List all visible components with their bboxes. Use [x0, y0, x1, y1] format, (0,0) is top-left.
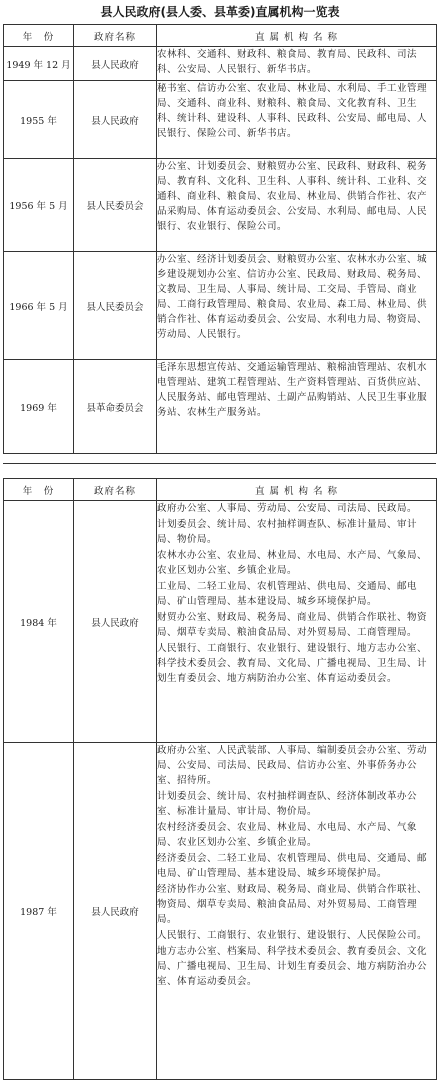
unit-paragraph: 地方志办公室、档案局、科学技术委员会、教育委员会、文化局、广播电视局、卫生局、计划生育委员会、地方病防治办公室、体育运动委员会。	[157, 946, 428, 987]
row-gov-name: 县人民政府	[74, 501, 157, 743]
table-row	[4, 743, 437, 1080]
unit-paragraph: 农林科、交通科、财政科、粮食局、教育局、民政科、司法科、公安局、人民银行、新华书店。	[157, 49, 418, 75]
unit-paragraph: 人民银行、工商银行、农业银行、建设银行、人民保险公司。	[157, 930, 428, 941]
row-units	[157, 360, 437, 454]
unit-paragraph: 计划委员会、统计局、农村抽样调查队、经济体制改革办公室、标准计量局、审计局、物价局。	[157, 791, 418, 817]
row-units	[157, 743, 437, 1080]
unit-paragraph: 人民银行、工商银行、农业银行、建设银行、地方志办公室、科学技术委员会、教育局、文化局、广播电视局、卫生局、计划生育委员会、地方病防治办公室、体育运动委员会。	[157, 643, 428, 684]
table-row	[4, 159, 437, 252]
row-units	[157, 252, 437, 360]
header-year: 年 份	[4, 479, 74, 501]
row-year: 1987 年	[4, 743, 74, 1080]
unit-paragraph: 毛泽东思想宣传站、交通运输管理站、粮棉油管理站、农机水电管理站、建筑工程管理站、生产资料管理站、百货供应站、人民服务站、邮电管理站、土副产品购销站、人民卫生事业服务站、农林生产服务站。	[157, 362, 428, 418]
row-units	[157, 501, 437, 743]
unit-paragraph: 经济委员会、二轻工业局、农机管理局、供电局、交通局、邮电局、矿山管理局、基本建设局、城乡环境保护局。	[157, 853, 428, 879]
unit-paragraph: 农林水办公室、农业局、林业局、水电局、水产局、气象局、农业区划办公室、乡镇企业局。	[157, 550, 428, 576]
row-gov-name: 县革命委员会	[74, 360, 157, 454]
page-title: 县人民政府(县人委、县革委)直属机构一览表	[100, 5, 340, 19]
row-year: 1955 年	[4, 81, 74, 159]
row-units	[157, 47, 437, 81]
unit-paragraph: 办公室、计划委员会、财粮贸办公室、民政科、财政科、税务局、教育科、文化科、卫生科、人事科、统计科、工业科、交通科、商业科、粮食局、农业局、林业局、供销合作社、农产品采购局、体育运动委员会、公安局、水利局、邮电局、人民银行、农业银行、保险公司。	[157, 161, 428, 232]
row-gov-name: 县人民政府	[74, 47, 157, 81]
unit-paragraph: 计划委员会、统计局、农村抽样调查队、标准计量局、审计局、物价局。	[157, 519, 418, 545]
row-gov-name: 县人民委员会	[74, 159, 157, 252]
unit-paragraph: 经济协作办公室、财政局、税务局、商业局、供销合作联社、物资局、烟草专卖局、粮油食品局、对外贸易局、工商管理局。	[157, 884, 428, 925]
agency-table-1	[3, 24, 437, 454]
row-year: 1984 年	[4, 501, 74, 743]
row-gov-name: 县人民委员会	[74, 252, 157, 360]
table-row	[4, 47, 437, 81]
header-gov-name: 政府名称	[74, 479, 157, 501]
row-gov-name: 县人民政府	[74, 743, 157, 1080]
row-year: 1969 年	[4, 360, 74, 454]
row-year: 1966 年 5 月	[4, 252, 74, 360]
unit-paragraph: 工业局、二轻工业局、农机管理站、供电局、交通局、邮电局、矿山管理局、基本建设局、城乡环境保护局。	[157, 581, 418, 607]
unit-paragraph: 财贸办公室、财政局、税务局、商业局、供销合作联社、物资局、烟草专卖局、粮油食品局、对外贸易局、工商管理局。	[157, 612, 428, 638]
row-units	[157, 159, 437, 252]
table-row	[4, 501, 437, 743]
unit-paragraph: 政府办公室、人民武装部、人事局、编制委员会办公室、劳动局、公安局、司法局、民政局、信访办公室、外事侨务办公室、招待所。	[157, 745, 428, 786]
header-gov-name: 政府名称	[74, 25, 157, 47]
unit-paragraph: 秘书室、信访办公室、农业局、林业局、水利局、手工业管理局、交通科、商业科、财粮科、粮食局、文化教育科、卫生科、统计科、建设科、人事科、民政科、公安局、邮电局、人民银行、保险公司、新华书店。	[157, 83, 428, 139]
row-year: 1949 年 12 月	[4, 47, 74, 81]
header-units: 直 属 机 构 名 称	[157, 25, 437, 47]
table-row	[4, 81, 437, 159]
header-year: 年 份	[4, 25, 74, 47]
unit-paragraph: 农村经济委员会、农业局、林业局、水电局、水产局、气象局、农业区划办公室、乡镇企业局。	[157, 822, 418, 848]
header-units: 直 属 机 构 名 称	[157, 479, 437, 501]
section-divider	[3, 463, 436, 464]
unit-paragraph: 政府办公室、人事局、劳动局、公安局、司法局、民政局。	[157, 503, 418, 514]
table-row	[4, 360, 437, 454]
agency-table-2	[3, 478, 437, 1080]
row-units	[157, 81, 437, 159]
row-gov-name: 县人民政府	[74, 81, 157, 159]
row-year: 1956 年 5 月	[4, 159, 74, 252]
table-row	[4, 252, 437, 360]
unit-paragraph: 办公室、经济计划委员会、财粮贸办公室、农林水办公室、城乡建设规划办公室、信访办公室、民政局、财政局、税务局、文教局、卫生局、人事局、统计局、工交局、手管局、商业局、工商行政管理局、粮食局、农业局、森工局、林业局、供销合作社、体育运动委员会、公安局、水利电力局、物资局、劳动局、人民银行。	[157, 254, 428, 340]
